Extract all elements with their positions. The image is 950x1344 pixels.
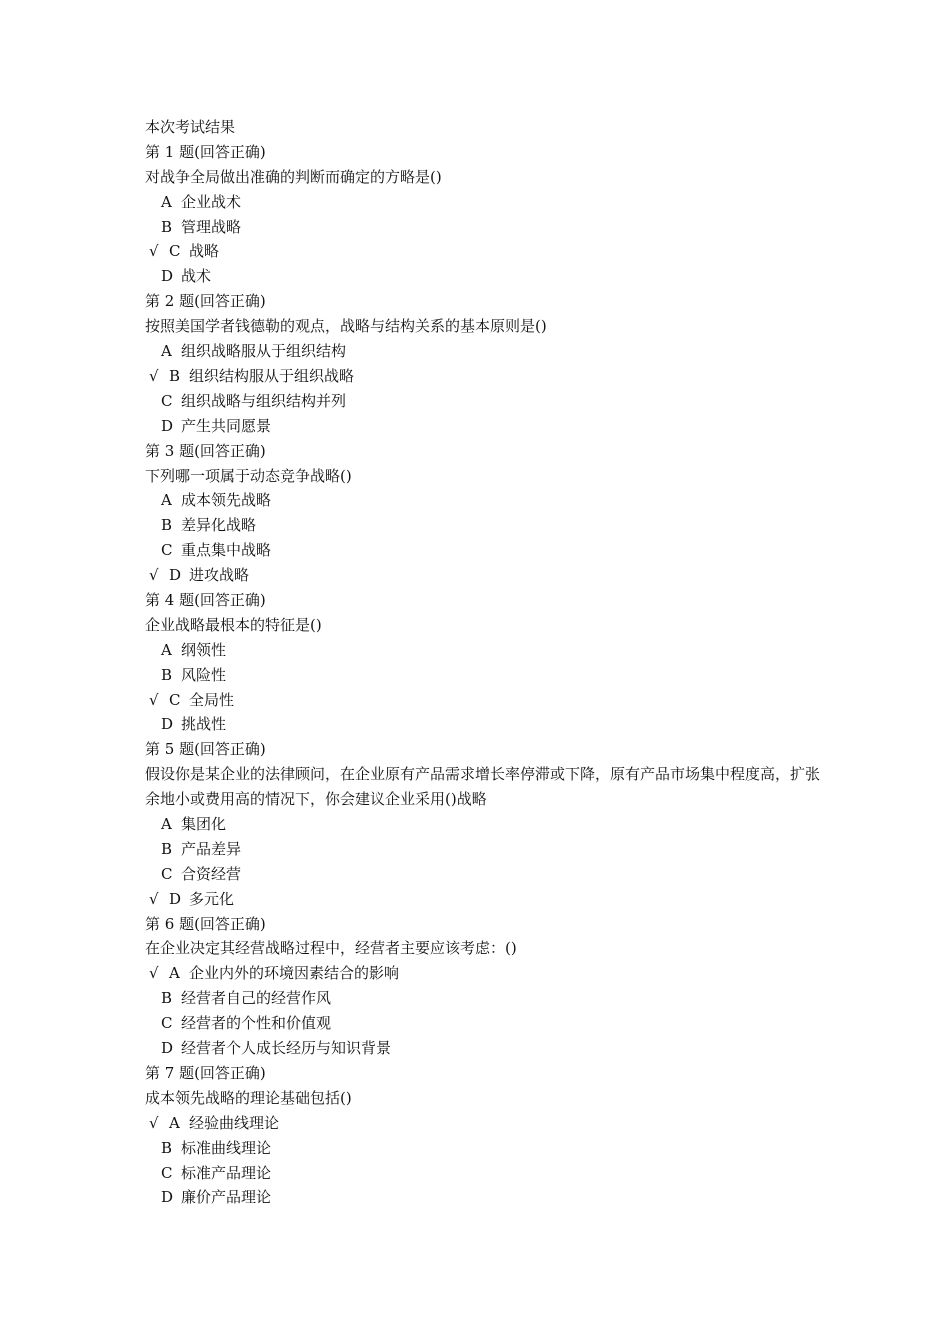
question-header: 第 5 题(回答正确): [145, 740, 266, 759]
option-letter: D: [169, 889, 182, 908]
check-mark-icon: √: [149, 366, 159, 385]
option-text: 组织结构服从于组织战略: [189, 366, 355, 385]
option-text: 经营者自己的经营作风: [181, 989, 332, 1008]
option-correct: [145, 887, 825, 912]
option-text: 产品差异: [181, 839, 242, 858]
option-letter: B: [161, 839, 173, 858]
option: [145, 663, 825, 688]
option: [145, 1185, 825, 1210]
option-letter: B: [161, 665, 173, 684]
option-letter: C: [169, 242, 181, 261]
option-letter: C: [161, 541, 173, 560]
page-title: 本次考试结果: [145, 118, 236, 136]
question-header: 第 3 题(回答正确): [145, 441, 266, 460]
option-text: 集团化: [181, 815, 227, 834]
question-block: [145, 912, 825, 1061]
option-text: 全局性: [189, 690, 235, 709]
question-block: [145, 737, 825, 911]
option: [145, 812, 825, 837]
option-letter: B: [161, 989, 173, 1008]
question-stem: 企业战略最根本的特征是(): [145, 615, 322, 634]
question-block: [145, 1061, 825, 1210]
option-text: 组织战略与组织结构并列: [181, 391, 347, 410]
option-text: 经营者个人成长经历与知识背景: [181, 1039, 392, 1058]
option-text: 差异化战略: [181, 516, 257, 535]
option-text: 标准产品理论: [181, 1163, 272, 1182]
option-letter: A: [169, 964, 180, 983]
option-text: 产生共同愿景: [181, 416, 272, 435]
option-text: 企业内外的环境因素结合的影响: [189, 964, 400, 983]
option-letter: C: [161, 864, 173, 883]
question-block: [145, 588, 825, 737]
option-text: 风险性: [181, 665, 227, 684]
check-mark-icon: √: [149, 690, 159, 709]
option: [145, 837, 825, 862]
option-text: 廉价产品理论: [181, 1188, 272, 1207]
option-text: 企业战术: [181, 192, 242, 211]
question-block: [145, 289, 825, 438]
question-list: [145, 140, 825, 1210]
option: [145, 1161, 825, 1186]
option-correct: [145, 239, 825, 264]
option-letter: C: [169, 690, 181, 709]
option: [145, 712, 825, 737]
check-mark-icon: √: [149, 1113, 159, 1132]
question-stem: 按照美国学者钱德勒的观点，战略与结构关系的基本原则是(): [145, 317, 547, 336]
option: [145, 638, 825, 663]
option-letter: C: [161, 391, 173, 410]
option-letter: D: [161, 267, 174, 286]
question-header: 第 4 题(回答正确): [145, 590, 266, 609]
option-letter: D: [161, 416, 174, 435]
option-letter: C: [161, 1163, 173, 1182]
option: [145, 862, 825, 887]
option-letter: B: [161, 1138, 173, 1157]
option: [145, 513, 825, 538]
option: [145, 1136, 825, 1161]
question-stem: 在企业决定其经营战略过程中，经营者主要应该考虑：(): [145, 939, 517, 958]
option: [145, 215, 825, 240]
question-stem: 假设你是某企业的法律顾问，在企业原有产品需求增长率停滞或下降，原有产品市场集中程度高，扩张余地小或费用高的情况下，你会建议企业采用()战略: [145, 765, 821, 809]
option: [145, 264, 825, 289]
option: [145, 1036, 825, 1061]
option: [145, 538, 825, 563]
option-text: 重点集中战略: [181, 541, 272, 560]
check-mark-icon: √: [149, 964, 159, 983]
option-text: 纲领性: [181, 640, 227, 659]
option-letter: D: [161, 715, 174, 734]
option: [145, 414, 825, 439]
option-letter: B: [161, 217, 173, 236]
option-letter: B: [161, 516, 173, 535]
option-letter: D: [169, 566, 182, 585]
question-header: 第 6 题(回答正确): [145, 914, 266, 933]
option: [145, 986, 825, 1011]
option-letter: A: [161, 192, 172, 211]
option-text: 经验曲线理论: [189, 1113, 280, 1132]
check-mark-icon: √: [149, 889, 159, 908]
option-text: 挑战性: [181, 715, 227, 734]
option-text: 进攻战略: [189, 566, 250, 585]
option-text: 经营者的个性和价值观: [181, 1014, 332, 1033]
option-text: 战术: [181, 267, 212, 286]
option: [145, 488, 825, 513]
option-letter: C: [161, 1014, 173, 1033]
option: [145, 389, 825, 414]
question-block: [145, 140, 825, 289]
question-header: 第 7 题(回答正确): [145, 1063, 266, 1082]
option-text: 管理战略: [181, 217, 242, 236]
option-text: 成本领先战略: [181, 491, 272, 510]
option-text: 标准曲线理论: [181, 1138, 272, 1157]
option-correct: [145, 688, 825, 713]
check-mark-icon: √: [149, 566, 159, 585]
option-text: 合资经营: [181, 864, 242, 883]
question-stem: 下列哪一项属于动态竞争战略(): [145, 466, 352, 485]
option-text: 战略: [189, 242, 220, 261]
question-header: 第 2 题(回答正确): [145, 292, 266, 311]
option-letter: B: [169, 366, 181, 385]
option-letter: A: [161, 640, 172, 659]
option-correct: [145, 563, 825, 588]
option-text: 组织战略服从于组织结构: [181, 342, 347, 361]
option-letter: A: [161, 342, 172, 361]
question-header: 第 1 题(回答正确): [145, 142, 266, 161]
option-correct: [145, 1111, 825, 1136]
option-letter: D: [161, 1188, 174, 1207]
question-stem: 成本领先战略的理论基础包括(): [145, 1088, 352, 1107]
option-correct: [145, 364, 825, 389]
option-letter: A: [161, 815, 172, 834]
question-block: [145, 439, 825, 588]
exam-result-document: [145, 115, 825, 1210]
option-letter: A: [161, 491, 172, 510]
option: [145, 1011, 825, 1036]
option-letter: A: [169, 1113, 180, 1132]
question-stem: 对战争全局做出准确的判断而确定的方略是(): [145, 167, 442, 186]
option-correct: [145, 961, 825, 986]
option-text: 多元化: [189, 889, 235, 908]
check-mark-icon: √: [149, 242, 159, 261]
option: [145, 190, 825, 215]
option-letter: D: [161, 1039, 174, 1058]
option: [145, 339, 825, 364]
